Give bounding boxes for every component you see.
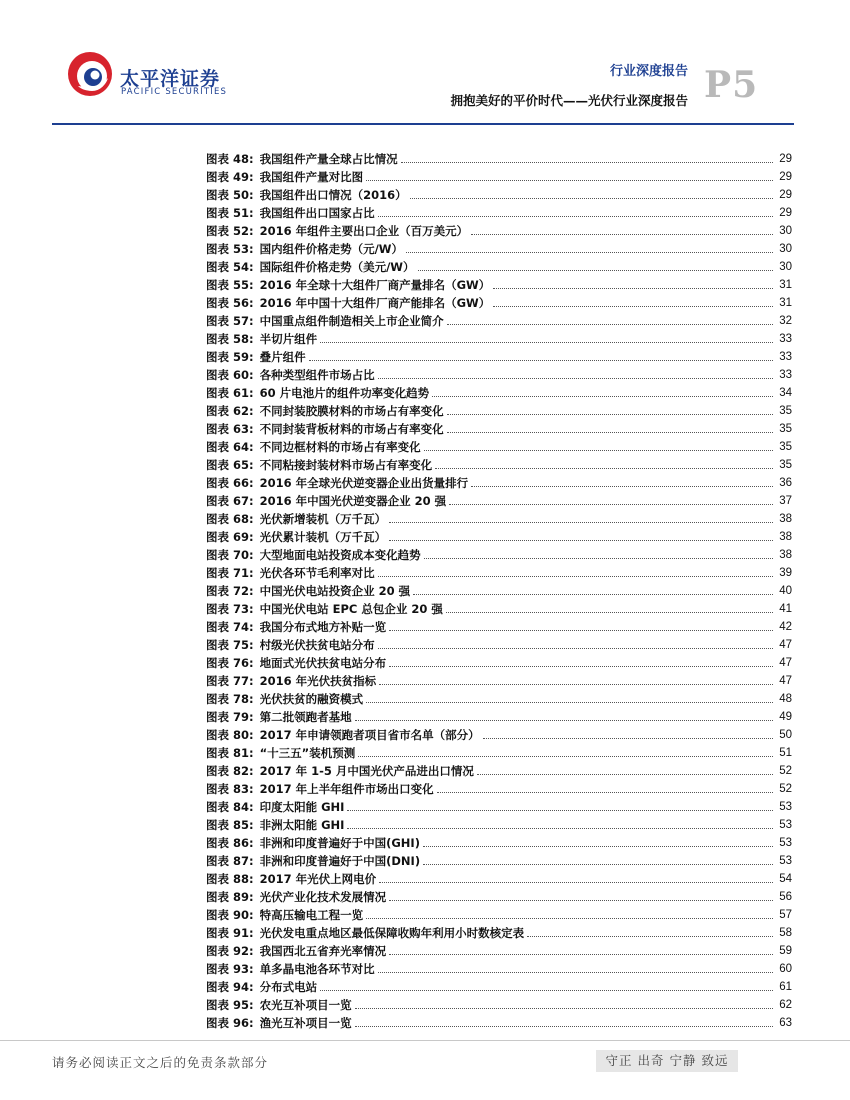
toc-entry[interactable] <box>206 312 792 330</box>
toc-entry[interactable] <box>206 726 792 744</box>
toc-entry-page: 30 <box>779 225 792 237</box>
toc-entry-page: 33 <box>779 333 792 345</box>
toc-entry[interactable] <box>206 744 792 762</box>
toc-entry-label: 图表 83: <box>206 782 254 796</box>
toc-entry-page: 48 <box>779 693 792 705</box>
toc-entry-page: 47 <box>779 657 792 669</box>
toc-entry-title: 非洲和印度普遍好于中国(DNI) <box>259 854 421 868</box>
toc-entry-title: 中国光伏电站 EPC 总包企业 20 强 <box>259 602 443 616</box>
toc-entry-page: 53 <box>779 819 792 831</box>
toc-entry-title: 2017 年光伏上网电价 <box>259 872 377 886</box>
toc-entry-title: 中国重点组件制造相关上市企业简介 <box>259 314 444 328</box>
toc-dot-leader <box>389 521 773 523</box>
toc-entry-label: 图表 75: <box>206 638 254 652</box>
toc-dot-leader <box>378 575 773 577</box>
toc-entry-page: 56 <box>779 891 792 903</box>
toc-entry-label: 图表 50: <box>206 188 254 202</box>
toc-dot-leader <box>527 935 773 937</box>
toc-entry-page: 60 <box>779 963 792 975</box>
toc-dot-leader <box>378 215 773 217</box>
toc-entry[interactable] <box>206 906 792 924</box>
toc-entry[interactable] <box>206 348 792 366</box>
toc-entry-title: 单多晶电池各环节对比 <box>259 962 375 976</box>
toc-entry[interactable] <box>206 384 792 402</box>
toc-dot-leader <box>446 611 773 613</box>
toc-entry-title: 第二批领跑者基地 <box>259 710 352 724</box>
toc-entry-label: 图表 63: <box>206 422 254 436</box>
toc-dot-leader <box>389 539 773 541</box>
toc-entry-label: 图表 52: <box>206 224 254 238</box>
toc-dot-leader <box>366 701 773 703</box>
toc-entry-label: 图表 55: <box>206 278 254 292</box>
toc-entry-title: 2016 年光伏扶贫指标 <box>259 674 377 688</box>
toc-entry[interactable] <box>206 330 792 348</box>
toc-entry-page: 38 <box>779 513 792 525</box>
toc-entry-page: 53 <box>779 837 792 849</box>
toc-entry[interactable] <box>206 960 792 978</box>
toc-entry-page: 29 <box>779 153 792 165</box>
toc-entry-page: 61 <box>779 981 792 993</box>
toc-dot-leader <box>435 467 773 469</box>
toc-entry[interactable] <box>206 456 792 474</box>
toc-dot-leader <box>355 1025 773 1027</box>
toc-entry-title: 叠片组件 <box>259 350 306 364</box>
toc-entry-label: 图表 48: <box>206 152 254 166</box>
toc-dot-leader <box>477 773 773 775</box>
toc-entry[interactable] <box>206 564 792 582</box>
toc-entry-label: 图表 92: <box>206 944 254 958</box>
footer-motto: 守正 出奇 宁静 致远 <box>596 1050 738 1072</box>
toc-entry-page: 33 <box>779 351 792 363</box>
toc-entry-page: 29 <box>779 207 792 219</box>
toc-entry-title: 我国组件出口国家占比 <box>259 206 375 220</box>
toc-entry-label: 图表 79: <box>206 710 254 724</box>
toc-dot-leader <box>424 449 773 451</box>
toc-entry-page: 52 <box>779 765 792 777</box>
toc-entry[interactable] <box>206 762 792 780</box>
toc-entry-label: 图表 70: <box>206 548 254 562</box>
toc-entry-label: 图表 64: <box>206 440 254 454</box>
toc-dot-leader <box>389 953 773 955</box>
toc-dot-leader <box>410 197 773 199</box>
toc-entry-label: 图表 93: <box>206 962 254 976</box>
toc-entry-label: 图表 73: <box>206 602 254 616</box>
toc-entry-page: 63 <box>779 1017 792 1029</box>
toc-entry-page: 29 <box>779 189 792 201</box>
toc-dot-leader <box>320 989 773 991</box>
toc-entry-page: 41 <box>779 603 792 615</box>
toc-entry[interactable] <box>206 240 792 258</box>
toc-entry-label: 图表 54: <box>206 260 254 274</box>
brand-name-cn: 太平洋证券 <box>120 68 221 90</box>
toc-entry-title: 我国西北五省弃光率情况 <box>259 944 387 958</box>
toc-entry[interactable] <box>206 420 792 438</box>
toc-entry-title: 我国分布式地方补贴一览 <box>259 620 387 634</box>
toc-dot-leader <box>471 485 773 487</box>
toc-entry-label: 图表 77: <box>206 674 254 688</box>
toc-entry-page: 35 <box>779 423 792 435</box>
figure-list <box>206 150 792 1032</box>
toc-entry[interactable] <box>206 978 792 996</box>
toc-dot-leader <box>378 647 773 649</box>
toc-dot-leader <box>320 341 773 343</box>
toc-entry-page: 35 <box>779 441 792 453</box>
toc-entry-label: 图表 60: <box>206 368 254 382</box>
pacific-securities-logo <box>66 50 114 98</box>
toc-dot-leader <box>366 179 773 181</box>
toc-entry-title: 特高压输电工程一览 <box>259 908 364 922</box>
toc-entry-title: 不同封装胶膜材料的市场占有率变化 <box>259 404 444 418</box>
toc-entry[interactable] <box>206 834 792 852</box>
toc-entry-title: 中国光伏电站投资企业 20 强 <box>259 584 411 598</box>
toc-entry[interactable] <box>206 150 792 168</box>
toc-entry-page: 39 <box>779 567 792 579</box>
toc-entry-page: 31 <box>779 297 792 309</box>
toc-entry[interactable] <box>206 582 792 600</box>
toc-entry-page: 47 <box>779 675 792 687</box>
toc-entry-label: 图表 53: <box>206 242 254 256</box>
toc-entry-page: 50 <box>779 729 792 741</box>
toc-entry-title: 不同边框材料的市场占有率变化 <box>259 440 421 454</box>
toc-entry-page: 53 <box>779 855 792 867</box>
toc-entry[interactable] <box>206 546 792 564</box>
toc-entry-page: 37 <box>779 495 792 507</box>
toc-entry-label: 图表 61: <box>206 386 254 400</box>
toc-entry[interactable] <box>206 222 792 240</box>
toc-entry-title: 印度太阳能 GHI <box>259 800 345 814</box>
toc-entry-label: 图表 72: <box>206 584 254 598</box>
toc-entry-page: 38 <box>779 549 792 561</box>
toc-entry[interactable] <box>206 204 792 222</box>
toc-entry-label: 图表 91: <box>206 926 254 940</box>
toc-entry-title: 60 片电池片的组件功率变化趋势 <box>259 386 430 400</box>
toc-entry[interactable] <box>206 654 792 672</box>
toc-entry-title: 光伏各环节毛利率对比 <box>259 566 375 580</box>
toc-entry-page: 57 <box>779 909 792 921</box>
toc-entry[interactable] <box>206 816 792 834</box>
toc-entry[interactable] <box>206 276 792 294</box>
toc-entry[interactable] <box>206 438 792 456</box>
toc-entry[interactable] <box>206 402 792 420</box>
toc-entry-label: 图表 56: <box>206 296 254 310</box>
toc-dot-leader <box>347 809 773 811</box>
toc-entry-title: 国内组件价格走势（元/W） <box>259 242 403 256</box>
header-divider <box>52 123 794 125</box>
toc-entry-label: 图表 81: <box>206 746 254 760</box>
toc-entry-label: 图表 58: <box>206 332 254 346</box>
toc-entry-page: 35 <box>779 405 792 417</box>
report-title: 拥抱美好的平价时代——光伏行业深度报告 <box>450 93 688 108</box>
toc-dot-leader <box>483 737 773 739</box>
toc-entry-page: 32 <box>779 315 792 327</box>
toc-dot-leader <box>355 719 773 721</box>
toc-dot-leader <box>447 323 773 325</box>
toc-entry-page: 38 <box>779 531 792 543</box>
toc-entry-page: 49 <box>779 711 792 723</box>
toc-entry-title: 各种类型组件市场占比 <box>259 368 375 382</box>
toc-entry-title: 村级光伏扶贫电站分布 <box>259 638 375 652</box>
toc-entry-page: 53 <box>779 801 792 813</box>
brand-name-en: PACIFIC SECURITIES <box>121 87 228 97</box>
toc-entry-page: 30 <box>779 261 792 273</box>
toc-entry-label: 图表 59: <box>206 350 254 364</box>
toc-entry-title: 不同封装背板材料的市场占有率变化 <box>259 422 444 436</box>
toc-dot-leader <box>424 557 773 559</box>
toc-entry-page: 40 <box>779 585 792 597</box>
toc-entry[interactable] <box>206 528 792 546</box>
toc-entry-title: 农光互补项目一览 <box>259 998 352 1012</box>
toc-entry[interactable] <box>206 492 792 510</box>
toc-entry-label: 图表 89: <box>206 890 254 904</box>
toc-entry-label: 图表 94: <box>206 980 254 994</box>
toc-entry-title: 大型地面电站投资成本变化趋势 <box>259 548 421 562</box>
toc-entry-label: 图表 65: <box>206 458 254 472</box>
toc-entry-title: 光伏新增装机（万千瓦） <box>259 512 387 526</box>
toc-entry-label: 图表 69: <box>206 530 254 544</box>
toc-entry-label: 图表 78: <box>206 692 254 706</box>
toc-entry-page: 58 <box>779 927 792 939</box>
toc-entry-title: 国际组件价格走势（美元/W） <box>259 260 415 274</box>
toc-entry-title: 非洲太阳能 GHI <box>259 818 345 832</box>
toc-entry-label: 图表 96: <box>206 1016 254 1030</box>
toc-entry-title: 我国组件出口情况（2016） <box>259 188 407 202</box>
toc-dot-leader <box>378 971 773 973</box>
toc-entry-page: 31 <box>779 279 792 291</box>
toc-entry-page: 34 <box>779 387 792 399</box>
toc-dot-leader <box>389 629 773 631</box>
toc-dot-leader <box>389 665 773 667</box>
toc-entry-label: 图表 87: <box>206 854 254 868</box>
toc-entry-label: 图表 62: <box>206 404 254 418</box>
report-type: 行业深度报告 <box>609 64 688 79</box>
toc-entry-title: 2017 年申请领跑者项目省市名单（部分） <box>259 728 480 742</box>
toc-entry[interactable] <box>206 168 792 186</box>
toc-entry[interactable] <box>206 690 792 708</box>
toc-entry-label: 图表 82: <box>206 764 254 778</box>
toc-entry[interactable] <box>206 996 792 1014</box>
toc-entry[interactable] <box>206 1014 792 1032</box>
toc-entry-label: 图表 76: <box>206 656 254 670</box>
toc-entry-label: 图表 66: <box>206 476 254 490</box>
toc-entry[interactable] <box>206 618 792 636</box>
footer-disclaimer: 请务必阅读正文之后的免责条款部分 <box>52 1055 269 1070</box>
toc-entry-label: 图表 85: <box>206 818 254 832</box>
toc-dot-leader <box>447 431 773 433</box>
toc-dot-leader <box>437 791 773 793</box>
toc-dot-leader <box>389 899 773 901</box>
toc-dot-leader <box>449 503 773 505</box>
toc-entry-title: 地面式光伏扶贫电站分布 <box>259 656 387 670</box>
toc-entry[interactable] <box>206 942 792 960</box>
toc-entry[interactable] <box>206 258 792 276</box>
toc-dot-leader <box>418 269 774 271</box>
toc-entry-label: 图表 84: <box>206 800 254 814</box>
toc-entry-page: 51 <box>779 747 792 759</box>
toc-entry-page: 35 <box>779 459 792 471</box>
toc-dot-leader <box>358 755 773 757</box>
toc-entry[interactable] <box>206 780 792 798</box>
toc-entry[interactable] <box>206 186 792 204</box>
toc-entry-page: 62 <box>779 999 792 1011</box>
toc-entry-label: 图表 68: <box>206 512 254 526</box>
toc-entry-page: 29 <box>779 171 792 183</box>
toc-entry[interactable] <box>206 672 792 690</box>
toc-entry-title: 光伏累计装机（万千瓦） <box>259 530 387 544</box>
toc-entry[interactable] <box>206 600 792 618</box>
toc-entry-title: 光伏发电重点地区最低保障收购年利用小时数核定表 <box>259 926 525 940</box>
toc-entry[interactable] <box>206 708 792 726</box>
toc-dot-leader <box>423 845 773 847</box>
toc-entry[interactable] <box>206 474 792 492</box>
toc-entry-page: 59 <box>779 945 792 957</box>
toc-entry-label: 图表 51: <box>206 206 254 220</box>
toc-entry-label: 图表 49: <box>206 170 254 184</box>
toc-dot-leader <box>401 161 773 163</box>
toc-dot-leader <box>378 377 773 379</box>
toc-entry-page: 36 <box>779 477 792 489</box>
toc-entry-title: 2016 年组件主要出口企业（百万美元） <box>259 224 469 238</box>
toc-dot-leader <box>347 827 773 829</box>
toc-entry-label: 图表 90: <box>206 908 254 922</box>
toc-entry-title: 2017 年 1-5 月中国光伏产品进出口情况 <box>259 764 474 778</box>
toc-entry-title: 我国组件产量对比图 <box>259 170 364 184</box>
toc-dot-leader <box>366 917 773 919</box>
toc-entry-label: 图表 95: <box>206 998 254 1012</box>
toc-entry-page: 52 <box>779 783 792 795</box>
toc-entry-page: 54 <box>779 873 792 885</box>
toc-entry-title: 2016 年全球十大组件厂商产量排名（GW） <box>259 278 491 292</box>
toc-entry-page: 42 <box>779 621 792 633</box>
page-number: P5 <box>704 64 759 106</box>
toc-entry-title: 2016 年全球光伏逆变器企业出货量排行 <box>259 476 469 490</box>
toc-entry-title: 非洲和印度普遍好于中国(GHI) <box>259 836 420 850</box>
toc-entry[interactable] <box>206 924 792 942</box>
toc-dot-leader <box>447 413 773 415</box>
toc-entry-label: 图表 57: <box>206 314 254 328</box>
toc-dot-leader <box>379 881 773 883</box>
toc-entry-page: 30 <box>779 243 792 255</box>
toc-entry-title: 2016 年中国十大组件厂商产能排名（GW） <box>259 296 491 310</box>
toc-dot-leader <box>413 593 773 595</box>
toc-entry[interactable] <box>206 510 792 528</box>
toc-entry-label: 图表 80: <box>206 728 254 742</box>
toc-entry[interactable] <box>206 294 792 312</box>
toc-dot-leader <box>471 233 773 235</box>
toc-entry-label: 图表 74: <box>206 620 254 634</box>
toc-entry-title: 不同粘接封装材料市场占有率变化 <box>259 458 433 472</box>
footer-divider <box>0 1040 850 1041</box>
toc-entry-page: 47 <box>779 639 792 651</box>
toc-dot-leader <box>432 395 773 397</box>
toc-entry-label: 图表 71: <box>206 566 254 580</box>
toc-dot-leader <box>406 251 773 253</box>
toc-entry-title: 2016 年中国光伏逆变器企业 20 强 <box>259 494 447 508</box>
toc-entry[interactable] <box>206 636 792 654</box>
toc-entry-title: 我国组件产量全球占比情况 <box>259 152 398 166</box>
toc-entry-title: “十三五”装机预测 <box>259 746 356 760</box>
toc-entry-title: 光伏扶贫的融资模式 <box>259 692 364 706</box>
toc-dot-leader <box>309 359 773 361</box>
toc-entry[interactable] <box>206 852 792 870</box>
toc-dot-leader <box>423 863 773 865</box>
toc-entry[interactable] <box>206 888 792 906</box>
toc-entry-title: 渔光互补项目一览 <box>259 1016 352 1030</box>
toc-entry-title: 2017 年上半年组件市场出口变化 <box>259 782 434 796</box>
toc-entry[interactable] <box>206 870 792 888</box>
toc-dot-leader <box>379 683 773 685</box>
toc-dot-leader <box>493 287 773 289</box>
toc-entry-title: 半切片组件 <box>259 332 318 346</box>
toc-dot-leader <box>355 1007 773 1009</box>
toc-entry-label: 图表 67: <box>206 494 254 508</box>
toc-entry-title: 光伏产业化技术发展情况 <box>259 890 387 904</box>
toc-entry-label: 图表 86: <box>206 836 254 850</box>
toc-entry-title: 分布式电站 <box>259 980 318 994</box>
toc-entry[interactable] <box>206 366 792 384</box>
toc-entry-page: 33 <box>779 369 792 381</box>
toc-dot-leader <box>493 305 773 307</box>
toc-entry[interactable] <box>206 798 792 816</box>
toc-entry-label: 图表 88: <box>206 872 254 886</box>
